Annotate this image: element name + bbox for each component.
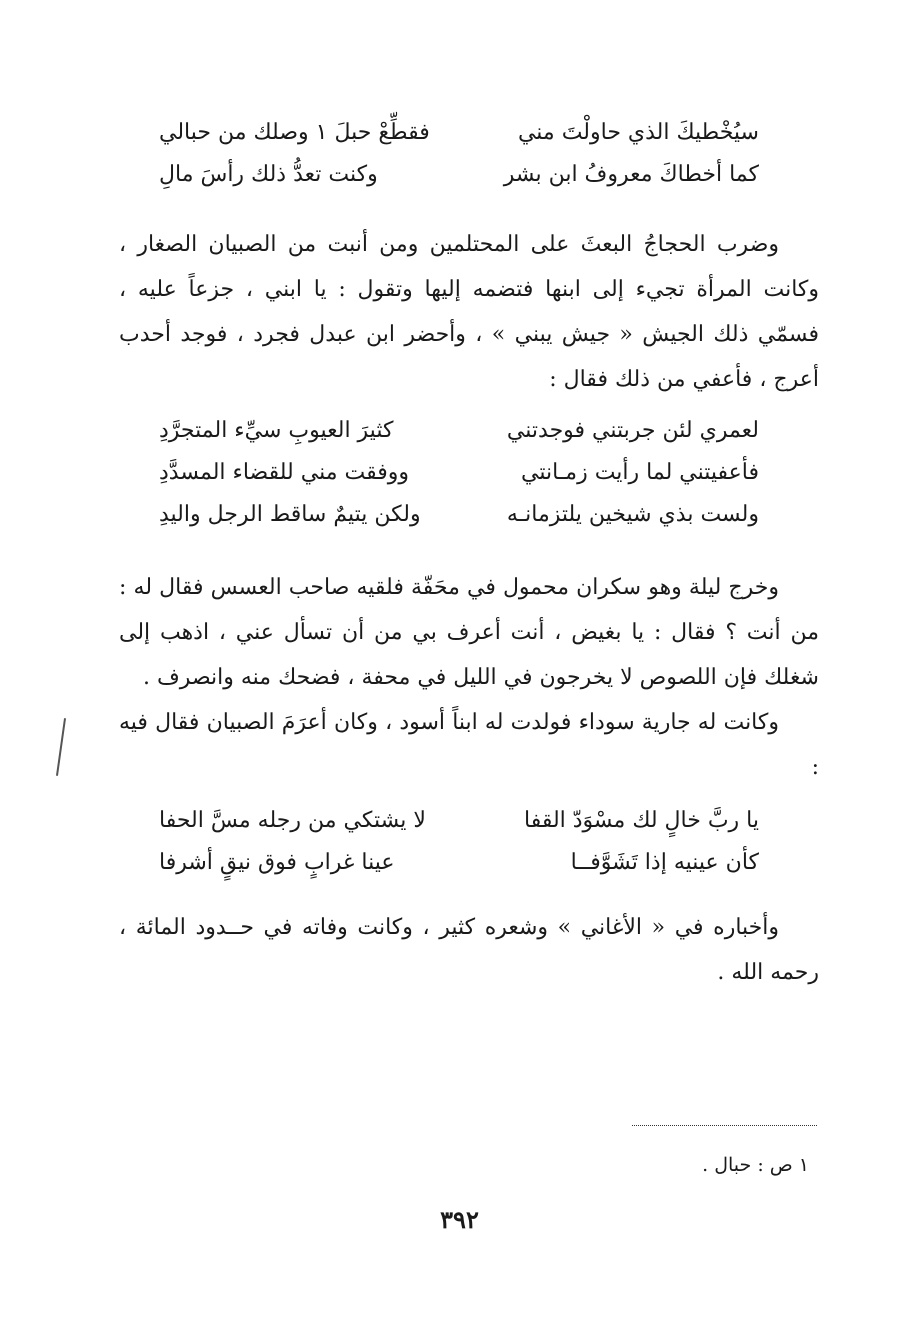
verse-hemistich-first: كما أخطاكَ معروفُ ابن بشر [503, 162, 759, 187]
paragraph-conscription [119, 222, 819, 402]
verse-hemistich-first: سيُخْطيكَ الذي حاولْتَ مني [517, 120, 759, 145]
verse-line [159, 410, 759, 452]
paragraph-text: وخرج ليلة وهو سكران محمول في محَفّة فلقيه صاحب العسس فقال له : من أنت ؟ فقال : يا بغيض ، أنت أعرف بي من أن تسأل عني ، اذهب إلى شغلك فإن اللصوص لا يخرجون في الليل في محفة ، فضحك منه وانصرف . [119, 575, 819, 690]
verse-block-1 [159, 112, 759, 196]
verse-line [159, 154, 759, 196]
paragraph-conclusion [119, 905, 819, 995]
paragraph-servant [119, 700, 819, 790]
verse-hemistich-second: فقطِّعْ حبلَ ١ وصلك من حبالي [159, 120, 430, 145]
verse-hemistich-second: لا يشتكي من رجله مسَّ الحفا [159, 808, 426, 833]
page-number: ٣٩٢ [440, 1205, 479, 1234]
verse-hemistich-first: كأن عينيه إذا تَشَوَّفــا [570, 850, 759, 875]
verse-line [159, 112, 759, 154]
verse-line [159, 842, 759, 884]
verse-hemistich-first: لعمري لئن جربتني فوجدتني [506, 418, 759, 443]
verse-hemistich-second: وكنت تعدُّ ذلك رأسَ مالِ [159, 162, 378, 187]
verse-hemistich-second: ولكن يتيمٌ ساقط الرجل واليدِ [159, 502, 421, 527]
verse-line [159, 800, 759, 842]
verse-hemistich-first: فأعفيتني لما رأيت زمـانتي [521, 460, 759, 485]
paragraph-text: وأخباره في « الأغاني » وشعره كثير ، وكانت وفاته في حــدود المائة ، رحمه الله . [119, 915, 819, 985]
paragraph-text: وضرب الحجاجُ البعثَ على المحتلمين ومن أنبت من الصبيان الصغار ، وكانت المرأة تجيء إلى ابنها فتضمه إليها وتقول : يا ابني ، جزعاً عليه ، فسمّي ذلك الجيش « جيش يبني » ، وأحضر ابن عبدل فجرد ، فوجد أحدب أعرج ، فأعفي من ذلك فقال : [119, 232, 819, 392]
verse-hemistich-first: يا ربَّ خالٍ لك مسْوَدّ القفا [523, 808, 759, 833]
paragraph-night-patrol [119, 565, 819, 700]
footnote: ١ ص : حبال . [702, 1154, 809, 1176]
verse-block-3 [159, 800, 759, 884]
verse-block-2 [159, 410, 759, 536]
verse-hemistich-second: ووفقت مني للقضاء المسدَّدِ [159, 460, 409, 485]
paragraph-text: وكانت له جارية سوداء فولدت له ابناً أسود ، وكان أعرَمَ الصبيان فقال فيه : [119, 710, 819, 780]
verse-line [159, 494, 759, 536]
verse-hemistich-second: كثيرَ العيوبِ سيِّء المتجرَّدِ [159, 418, 394, 443]
verse-line [159, 452, 759, 494]
margin-mark [56, 718, 66, 776]
footnote-divider [632, 1125, 817, 1126]
verse-hemistich-second: عينا غرابٍ فوق نيقٍ أشرفا [159, 850, 395, 875]
verse-hemistich-first: ولست بذي شيخين يلتزمانـه [506, 502, 759, 527]
